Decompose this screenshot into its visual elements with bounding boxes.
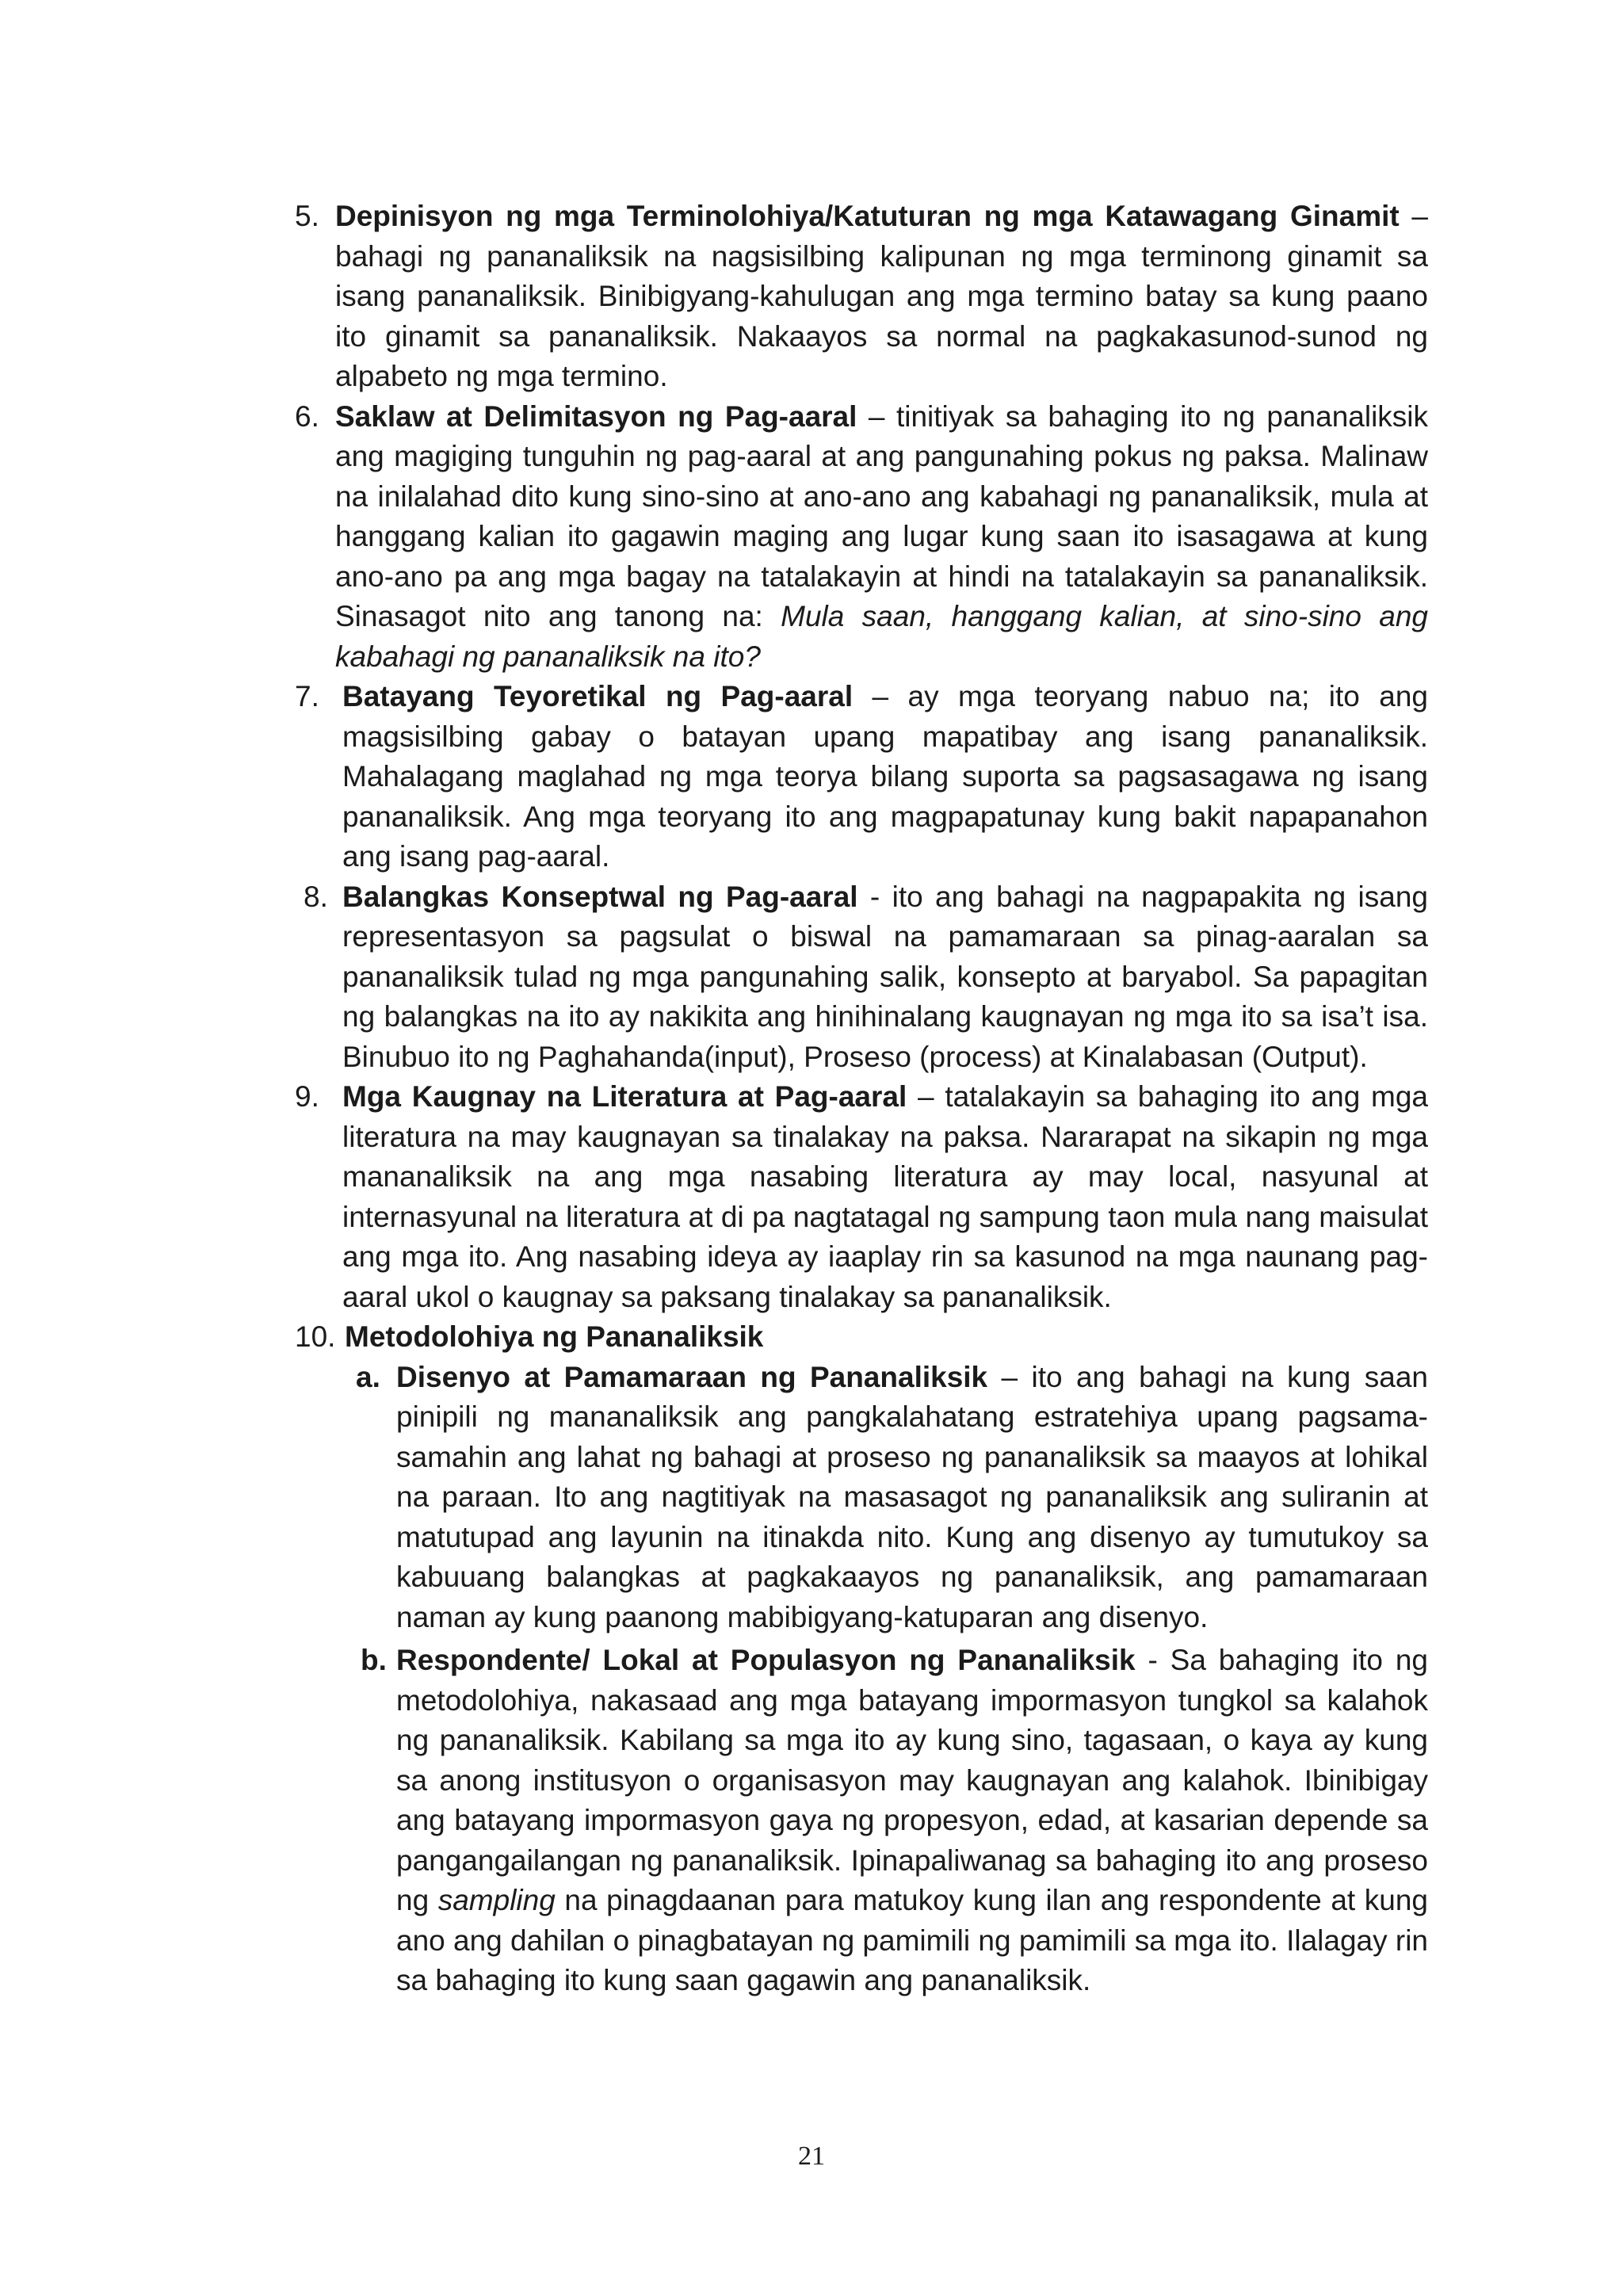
sub-item-separator: – <box>987 1360 1032 1393</box>
list-item-9 <box>295 1077 1428 1317</box>
item-title: Metodolohiya ng Pananaliksik <box>345 1320 764 1353</box>
sub-item-letter: a. <box>356 1360 380 1393</box>
item-body: tatalakayin sa bahaging ito ang mga literatura na may kaugnayan sa tinalakay na paksa. Nararapat na sikapin ng mga mananaliksik na ang mga nasabing literatura ay may local, nasyunal at internasyunal na literatura at di pa nagtatagal ng sampung taon mula nang maisulat ang mga ito. Ang nasabing ideya ay iaaplay rin sa kasunod na mga naunang pag-aaral ukol o kaugnay sa paksang tinalakay sa pananaliksik. <box>342 1080 1429 1313</box>
item-question: Mula saan, hanggang kalian, at sino-sino ang kabahagi ng pananaliksik na ito? <box>335 600 1429 673</box>
item-body: bahagi ng pananaliksik na nagsisilbing kalipunan ng mga terminong ginamit sa isang pananaliksik. Binibigyang-kahulugan ang mga termino batay sa kung paano ito ginamit sa pananaliksik. Nakaayos sa normal na pagkakasunod-sunod ng alpabeto ng mga termino. <box>335 239 1428 392</box>
item-separator: - <box>857 880 892 913</box>
item-title: Depinisyon ng mga Terminolohiya/Katuturan ng mga Katawagang Ginamit <box>335 200 1400 232</box>
sub-item-body: Sa bahaging ito ng metodolohiya, nakasaad ang mga batayang impormasyon tungkol sa kalahok ng pananaliksik. Kabilang sa mga ito ay kung sino, tagasaan, o kaya ay kung sa anong institusyon o organisasyon may kaugnayan ang kalahok. Ibinibigay ang batayang impormasyon gaya ng propesyon, edad, at kasarian depende sa pangangailangan ng pananaliksik. Ipinapaliwanag sa bahaging ito ang proseso ng <box>396 1644 1429 1916</box>
item-title: Saklaw at Delimitasyon ng Pag-aaral <box>335 399 857 433</box>
list-item-7 <box>295 677 1428 877</box>
item-title: Mga Kaugnay na Literatura at Pag-aaral <box>342 1080 907 1113</box>
sub-item-b <box>295 1641 1428 2001</box>
sub-item-title: Disenyo at Pamamaraan ng Pananaliksik <box>396 1360 988 1393</box>
list-item-6 <box>295 397 1428 678</box>
item-separator: – <box>853 680 908 712</box>
item-separator: – <box>907 1080 945 1113</box>
item-number: 10. <box>295 1320 336 1353</box>
sub-item-title: Respondente/ Lokal at Populasyon ng Pananaliksik <box>396 1644 1136 1676</box>
item-number: 8. <box>304 880 328 913</box>
item-number: 9. <box>295 1080 319 1113</box>
sampling-term: sampling <box>437 1884 556 1916</box>
sub-item-letter: b. <box>361 1644 387 1676</box>
document-body <box>295 197 1428 2001</box>
list-item-10 <box>295 1317 1428 1358</box>
item-separator: – <box>1399 200 1428 232</box>
sub-item-body: ito ang bahagi na kung saan pinipili ng mananaliksik ang pangkalahatang estratehiya upang pagsama-samahin ang lahat ng bahagi at proseso ng pananaliksik sa maayos at lohikal na paraan. Ito ang nagtitiyak na masasagot ng pananaliksik ang suliranin at matutupad ang layunin na itinakda nito. Kung ang disenyo ay tumutukoy sa kabuuang balangkas at pagkakaayos ng pananaliksik, ang pamamaraan naman ay kung paanong mabibigyang-katuparan ang disenyo. <box>396 1360 1428 1633</box>
item-separator: – <box>857 399 896 433</box>
sub-item-a <box>295 1358 1428 1638</box>
item-body: ay mga teoryang nabuo na; ito ang magsisilbing gabay o batayan upang mapatibay ang isang pananaliksik. Mahalagang maglahad ng mga teorya bilang suporta sa pagsasagawa ng isang pananaliksik. Ang mga teoryang ito ang magpapatunay kung bakit napapanahon ang isang pag-aaral. <box>342 680 1429 873</box>
sub-item-separator: - <box>1135 1644 1170 1676</box>
sub-item-body-end: na pinagdaanan para matukoy kung ilan ang respondente at kung ano ang dahilan o pinagbatayan ng pamimili ng pamimili sa mga ito. Ilalagay rin sa bahaging ito kung saan gagawin ang pananaliksik. <box>396 1884 1428 1996</box>
item-title: Balangkas Konseptwal ng Pag-aaral <box>342 880 858 913</box>
item-body: ito ang bahagi na nagpapakita ng isang representasyon sa pagsulat o biswal na pamamaraan sa pinag-aaralan sa pananaliksik tulad ng mga pangunahing salik, konsepto at baryabol. Sa papagitan ng balangkas na ito ay nakikita ang hinihinalang kaugnayan ng mga ito sa isa’t isa. Binubuo ito ng Paghahanda(input), Proseso (process) at Kinalabasan (Output). <box>342 880 1429 1073</box>
item-number: 6. <box>295 399 319 433</box>
item-title: Batayang Teyoretikal ng Pag-aaral <box>342 680 854 712</box>
list-item-8 <box>295 877 1428 1078</box>
page-number: 21 <box>798 2141 825 2171</box>
item-number: 7. <box>295 680 319 712</box>
item-body: tinitiyak sa bahaging ito ng pananaliksik ang magiging tunguhin ng pag-aaral at ang pangunahing pokus ng paksa. Malinaw na inilalahad dito kung sino-sino at ano-ano ang kabahagi ng pananaliksik, mula at hanggang kalian ito gagawin maging ang lugar kung saan ito isasagawa at kung ano-ano pa ang mga bagay na tatalakayin at hindi na tatalakayin sa pananaliksik. Sinasagot nito ang tanong na: <box>335 399 1429 632</box>
list-item-5 <box>295 197 1428 397</box>
item-number: 5. <box>295 200 319 232</box>
